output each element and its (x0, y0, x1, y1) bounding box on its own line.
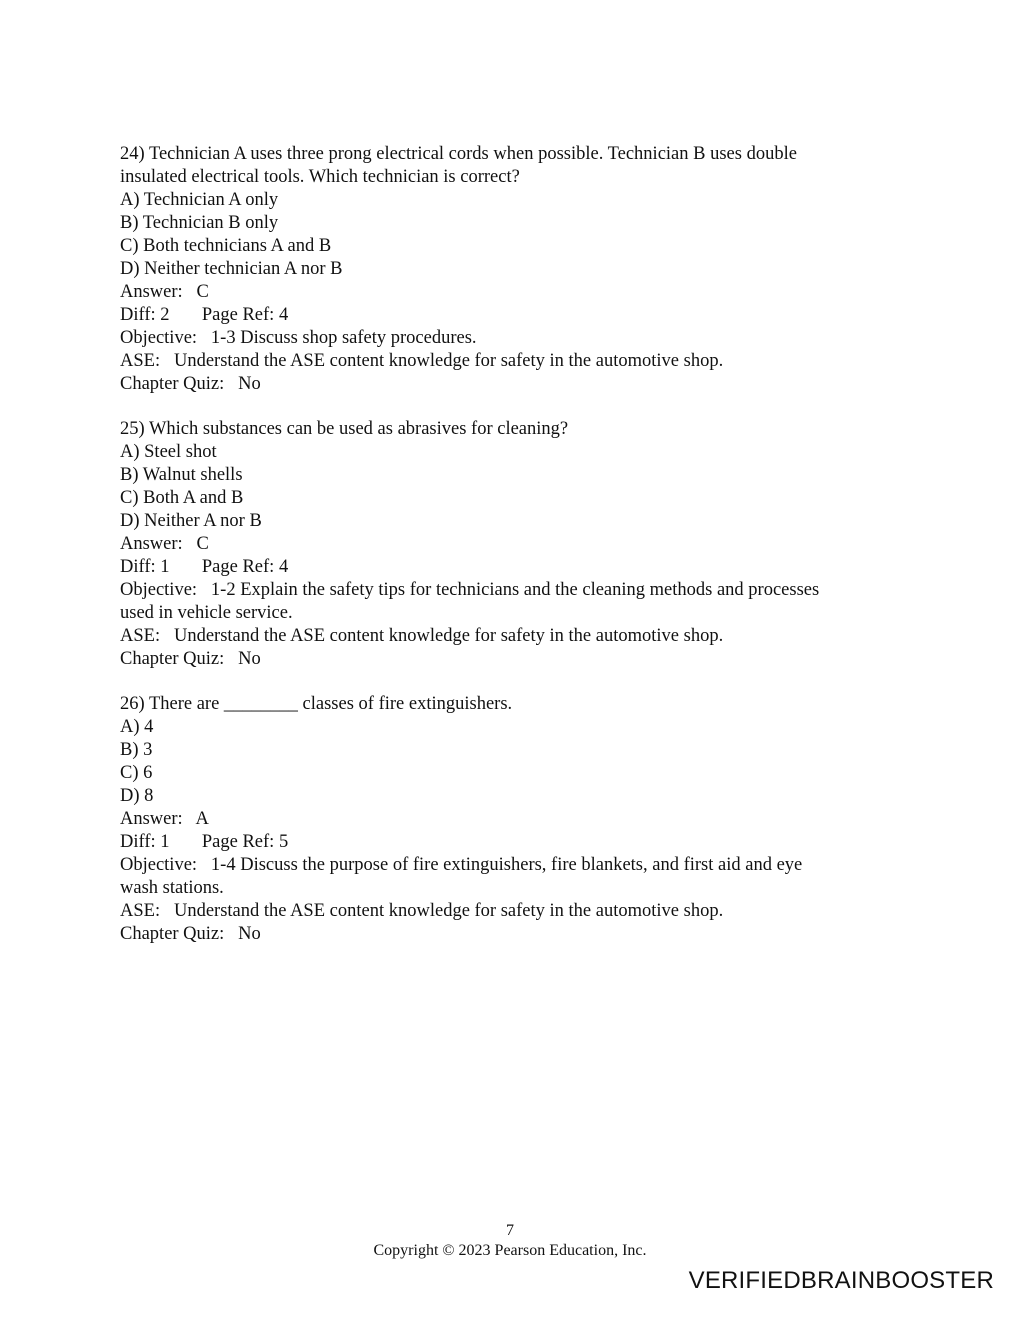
answer: Answer: C (120, 282, 209, 302)
ase-standard: ASE: Understand the ASE content knowledge for safety in the automotive shop. (120, 351, 724, 371)
option-a: A) Technician A only (120, 190, 279, 210)
question-list (120, 143, 890, 968)
objective: Objective: 1-4 Discuss the purpose of fire extinguishers, fire blankets, and first aid and eye (120, 855, 803, 875)
watermark-text: VERIFIEDBRAINBOOSTER (688, 1267, 994, 1294)
question-stem: 25) Which substances can be used as abrasives for cleaning? (120, 419, 569, 439)
question-26 (120, 693, 890, 946)
copyright-notice: Copyright © 2023 Pearson Education, Inc. (373, 1242, 647, 1259)
chapter-quiz: Chapter Quiz: No (120, 924, 261, 944)
option-c: C) 6 (120, 763, 153, 783)
option-a: A) Steel shot (120, 442, 217, 462)
option-d: D) Neither technician A nor B (120, 259, 343, 279)
option-a: A) 4 (120, 717, 154, 737)
objective: Objective: 1-3 Discuss shop safety procedures. (120, 328, 477, 348)
chapter-quiz: Chapter Quiz: No (120, 374, 261, 394)
option-b: B) 3 (120, 740, 153, 760)
question-stem-continued: insulated electrical tools. Which technician is correct? (120, 167, 520, 187)
question-24 (120, 143, 890, 396)
objective-continued: used in vehicle service. (120, 603, 293, 623)
question-stem: 24) Technician A uses three prong electrical cords when possible. Technician B uses double (120, 144, 797, 164)
difficulty-page-ref: Diff: 2 Page Ref: 4 (120, 305, 289, 325)
question-stem: 26) There are ________ classes of fire extinguishers. (120, 694, 513, 714)
option-d: D) 8 (120, 786, 154, 806)
option-c: C) Both A and B (120, 488, 244, 508)
difficulty-page-ref: Diff: 1 Page Ref: 5 (120, 832, 289, 852)
objective-continued: wash stations. (120, 878, 224, 898)
option-b: B) Walnut shells (120, 465, 243, 485)
ase-standard: ASE: Understand the ASE content knowledge for safety in the automotive shop. (120, 901, 724, 921)
option-c: C) Both technicians A and B (120, 236, 332, 256)
chapter-quiz: Chapter Quiz: No (120, 649, 261, 669)
difficulty-page-ref: Diff: 1 Page Ref: 4 (120, 557, 289, 577)
answer: Answer: C (120, 534, 209, 554)
option-b: B) Technician B only (120, 213, 279, 233)
question-25 (120, 418, 890, 671)
objective: Objective: 1-2 Explain the safety tips for technicians and the cleaning methods and processes (120, 580, 820, 600)
page-number: 7 (506, 1222, 514, 1239)
answer: Answer: A (120, 809, 209, 829)
ase-standard: ASE: Understand the ASE content knowledge for safety in the automotive shop. (120, 626, 724, 646)
option-d: D) Neither A nor B (120, 511, 262, 531)
